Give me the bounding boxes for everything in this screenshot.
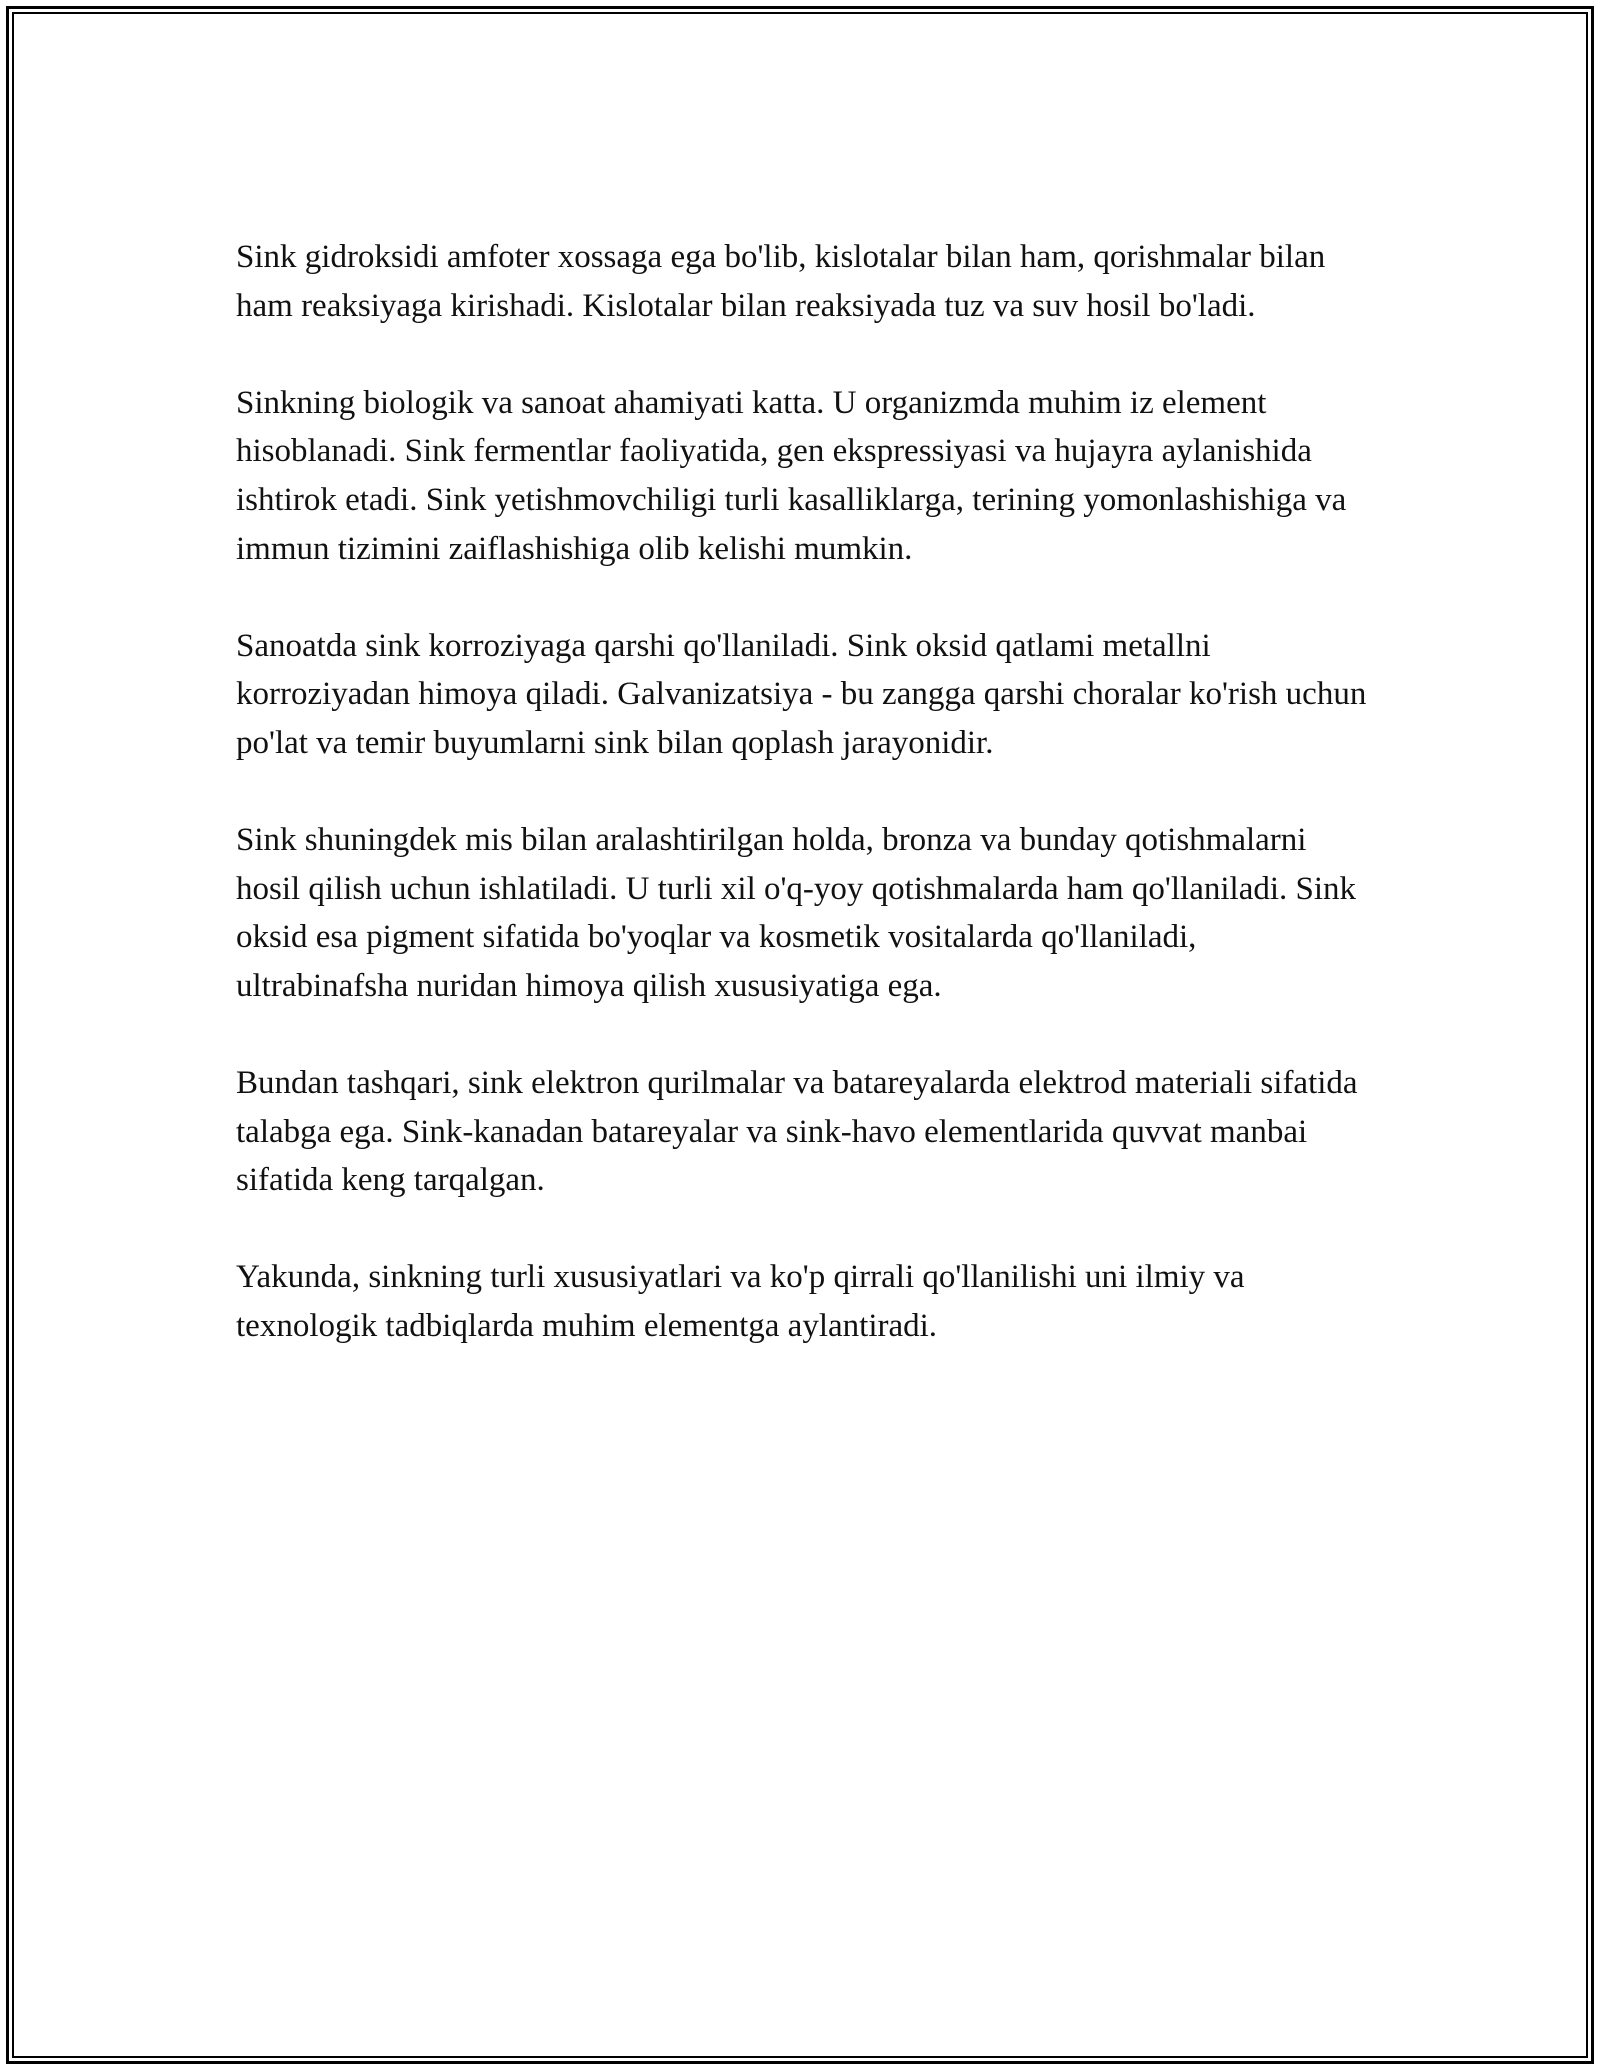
paragraph-5: Bundan tashqari, sink elektron qurilmalar va batareyalarda elektrod materiali sifatida talabga ega. Sink-kanadan batareyalar va sink-havo elementlarida quvvat manbai sifatida keng tarqalgan. bbox=[236, 1065, 1358, 1199]
paragraph-2: Sinkning biologik va sanoat ahamiyati katta. U organizmda muhim iz element hisoblanadi. Sink fermentlar faoliyatida, gen ekspressiyasi va hujayra aylanishida ishtirok etadi. Sink yetishmovchiligi turli kasalliklarga, terining yomonlashishiga va immun tizimini zaiflashishiga olib kelishi mumkin. bbox=[236, 384, 1347, 567]
paragraph-3: Sanoatda sink korroziyaga qarshi qo'llaniladi. Sink oksid qatlami metallni korroziyadan himoya qiladi. Galvanizatsiya - bu zangga qarshi choralar ko'rish uchun po'lat va temir buyumlarni sink bilan qoplash jarayonidir. bbox=[236, 627, 1367, 761]
paragraph-4: Sink shuningdek mis bilan aralashtirilgan holda, bronza va bunday qotishmalarni hosil qilish uchun ishlatiladi. U turli xil o'q-yoy qotishmalarda ham qo'llaniladi. Sink oksid esa pigment sifatida bo'yoqlar va kosmetik vositalarda qo'llaniladi, ultrabinafsha nuridan himoya qilish xususiyatiga ega. bbox=[236, 822, 1357, 1004]
paragraph-1: Sink gidroksidi amfoter xossaga ega bo'lib, kislotalar bilan ham, qorishmalar bilan ham reaksiyaga kirishadi. Kislotalar bilan reaksiyada tuz va suv hosil bo'ladi. bbox=[236, 239, 1326, 324]
paragraph-6: Yakunda, sinkning turli xususiyatlari va ko'p qirrali qo'llanilishi uni ilmiy va texnologik tadbiqlarda muhim elementga aylantiradi. bbox=[236, 1259, 1245, 1345]
document-body bbox=[236, 233, 1376, 1399]
